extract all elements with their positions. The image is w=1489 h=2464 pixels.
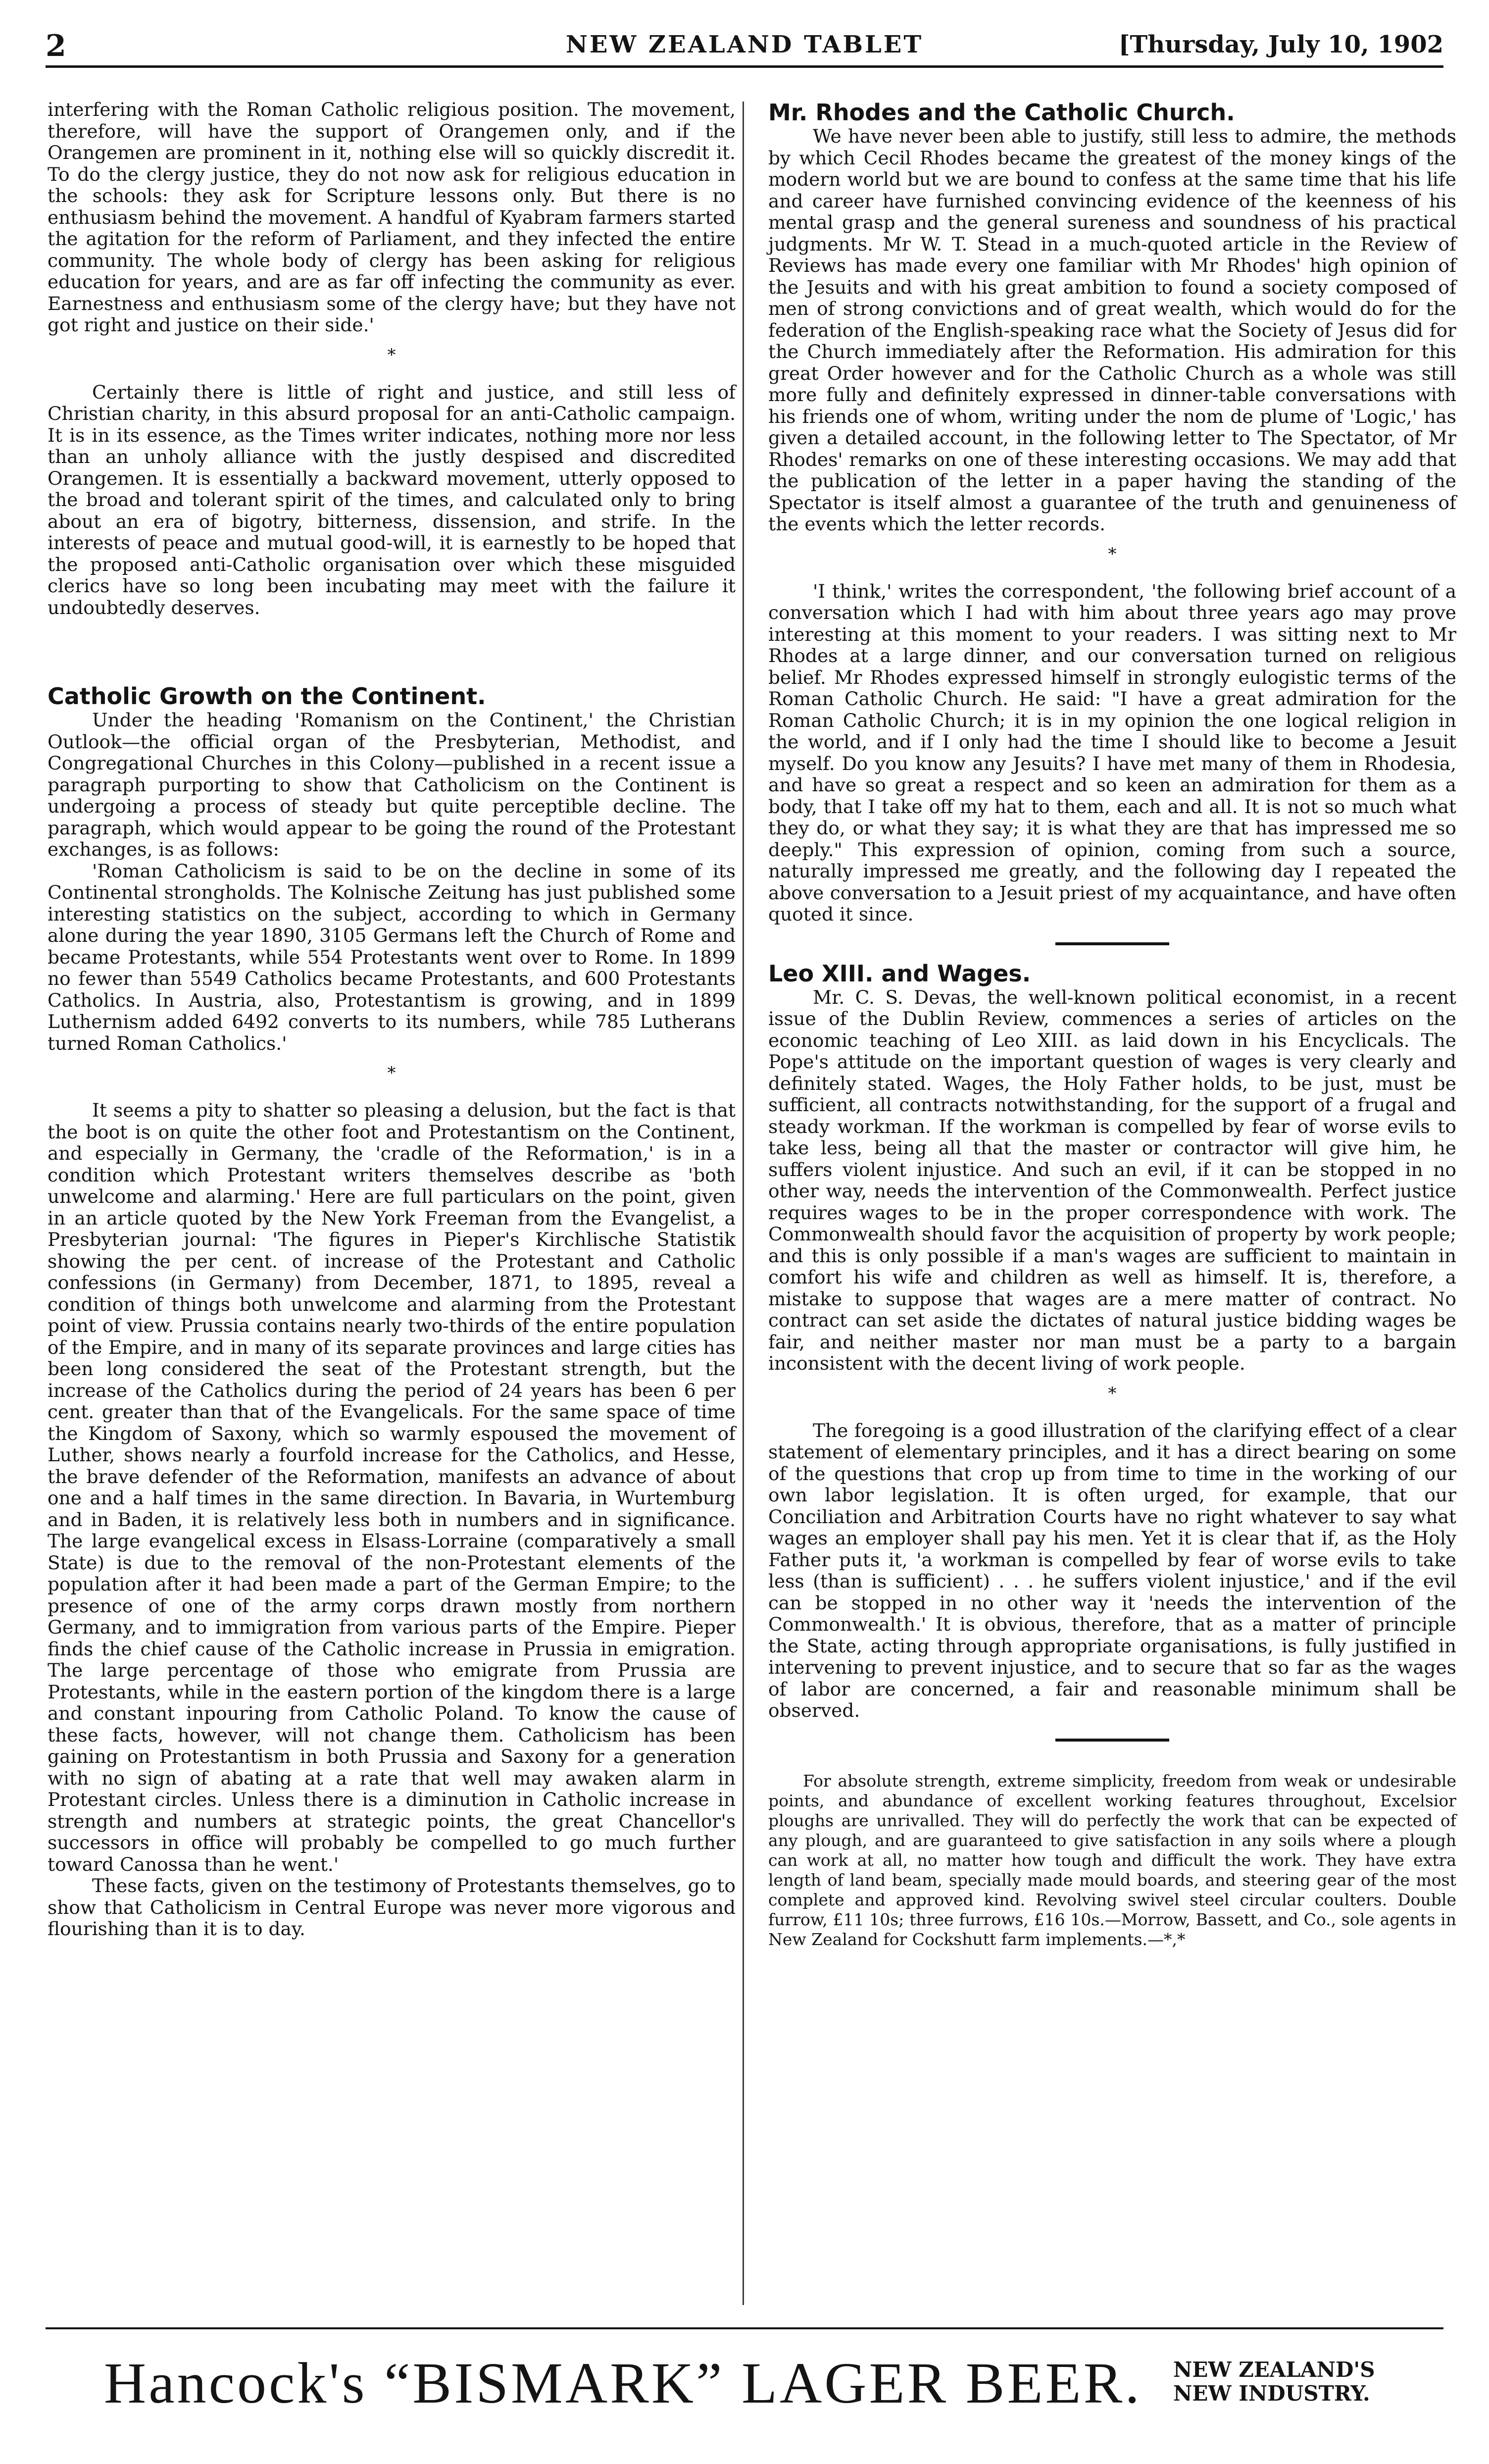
article-paragraph: Under the heading 'Romanism on the Continent,' the Christian Outlook—the official organ of the Presbyterian, Methodist, and Congregational Churches in this Colony—published in a recent issue a paragraph purporting to show that Catholicism on the Continent is undergoing a process of steady but quite perceptible decline. The paragraph, which would appear to be going the round of the Protestant exchanges, is as follows: <box>48 709 736 860</box>
column-divider <box>743 102 744 2305</box>
footer-advertisement: Hancock's “BISMARK” LAGER BEER. <box>104 2351 1142 2415</box>
section-star: * <box>387 1063 396 1083</box>
article-paragraph: We have never been able to justify, still less to admire, the methods by which Cecil Rhodes became the greatest of the money kings of the modern world but we are bound to confess at the same time that his life and career have furnished convincing evidence of the keenness of his mental grasp and the general sureness and soundness of his practical judgments. Mr W. T. Stead in a much-quoted article in the Review of Reviews has made every one familiar with Mr Rhodes' high opinion of the Jesuits and with his great ambition to found a society composed of men of strong convictions and of great wealth, which would do for the federation of the English-speaking race what the Society of Jesus did for the Church immediately after the Reformation. His admiration for this great Order however and for the Catholic Church as a whole was still more fully and definitely expressed in dinner-table conversations with his friends one of whom, writing under the nom de plume of 'Logic,' has given a detailed account, in the following letter to The Spectator, of Mr Rhodes' remarks on one of these interesting occasions. We may add that the publication of the letter in a paper having the standing of the Spectator is itself almost a guarantee of the truth and genuineness of the events which the letter records. <box>768 125 1456 535</box>
article-paragraph: It seems a pity to shatter so pleasing a delusion, but the fact is that the boot is on quite the other foot and Protestantism on the Continent, and especially in Germany, the 'cradle of the Reformation,' is in a condition which Protestant writers themselves describe as 'both unwelcome and alarming.' Here are full particulars on the point, given in an article quoted by the New York Freeman from the Evangelist, a Presbyterian journal: 'The figures in Pieper's Kirchlische Statistik showing the per cent. of increase of the Protestant and Catholic confessions (in Germany) from December, 1871, to 1895, reveal a condition of things both unwelcome and alarming from the Protestant point of view. Prussia contains nearly two-thirds of the entire population of the Empire, and in many of its separate provinces and large cities has been long considered the seat of the Protestant strength, but the increase of the Catholics during the period of 24 years has been 6 per cent. greater than that of the Evangelicals. For the same space of time the Kingdom of Saxony, which so warmly espoused the movement of Luther, shows nearly a fourfold increase for the Catholics, and Hesse, the brave defender of the Reformation, manifests an advance of about one and a half times in the same direction. In Bavaria, in Wurtemburg and in Baden, it is relatively less both in numbers and in significance. The large evangelical excess in Elsass-Lorraine (comparatively a small State) is due to the removal of the non-Protestant elements of the population after it had been made a part of the German Empire; to the presence of one of the army corps drawn mostly from northern Germany, and to immigration from various parts of the Empire. Pieper finds the chief cause of the Catholic increase in Prussia in emigration. The large percentage of those who emigrate from Prussia are Protestants, while in the eastern portion of the kingdom there is a large and constant inpouring from Catholic Poland. To know the cause of these facts, however, will not change them. Catholicism has been gaining on Protestantism in both Prussia and Saxony for a generation with no sign of abating at a rate that well may awaken alarm in Protestant circles. Unless there is a diminution in Catholic increase in strength and numbers at strategic points, the great Chancellor's successors in office will probably be compelled to go much further toward Canossa than he went.' <box>48 1099 736 1875</box>
section-star: * <box>1108 544 1117 564</box>
section-star: * <box>387 345 396 365</box>
advertisement-text: For absolute strength, extreme simplicity, freedom from weak or undesirable points, and abundance of excellent working features throughout, Excelsior ploughs are unrivalled. They will do perfectly the work that can be expected of any plough, and are guaranteed to give satisfaction in any soils where a plough can work at all, no matter how tough and difficult the work. They have extra length of land beam, specially made mould boards, and steering gear of the most complete and approved kind. Revolving swivel steel circular coulters. Double furrow, £11 10s; three furrows, £16 10s.—Morrow, Bassett, and Co., sole agents in New Zealand for Cockshutt farm implements.—*,* <box>768 1771 1456 1949</box>
section-rule <box>1055 942 1169 945</box>
article-paragraph: The foregoing is a good illustration of the clarifying effect of a clear statement of elementary principles, and it has a direct bearing on some of the questions that crop up from time to time in the working of our own labor legislation. It is often urged, for example, that our Conciliation and Arbitration Courts have no right whatever to say what wages an employer shall pay his men. Yet it is clear that if, as the Holy Father puts it, 'a workman is compelled by fear of worse evils to take less (than is sufficient) . . . he suffers violent injustice,' and if the evil can be stopped in no other way it 'needs the intervention of the Commonwealth.' It is obvious, therefore, that as a matter of principle the State, acting through appropriate organisations, is fully justified in intervening to prevent injustice, and to secure that so far as the wages of labor are concerned, a fair and reasonable minimum shall be observed. <box>768 1419 1456 1721</box>
plough-advertisement <box>768 1771 1456 1950</box>
paper-title: NEW ZEALAND TABLET <box>565 31 924 58</box>
tagline-line-1: NEW ZEALAND'S <box>1173 2358 1375 2382</box>
article-paragraph: Certainly there is little of right and justice, and still less of Christian charity, in this absurd proposal for an anti-Catholic campaign. It is in its essence, as the Times writer indicates, nothing more nor less than an unholy alliance with the justly despised and discredited Orangemen. It is essentially a backward movement, utterly opposed to the broad and tolerant spirit of the times, and calculated only to bring about an era of bigotry, bitterness, dissension, and strife. In the interests of peace and mutual good-will, it is earnestly to be hoped that the proposed anti-Catholic organisation over which these misguided clerics have so long been incubating may meet with the failure it undoubtedly deserves. <box>48 381 736 618</box>
footer-tagline <box>1173 2358 1375 2406</box>
issue-date: [Thursday, July 10, 1902 <box>1118 31 1443 58</box>
page-number: 2 <box>46 29 66 63</box>
tagline-line-2: NEW INDUSTRY. <box>1173 2381 1370 2406</box>
article-heading: Catholic Growth on the Continent. <box>48 683 486 710</box>
footer-rule <box>46 2327 1443 2329</box>
article-paragraph: These facts, given on the testimony of Protestants themselves, go to show that Catholicism in Central Europe was never more vigorous and flourishing than it is to day. <box>48 1875 736 1940</box>
masthead <box>46 24 1443 68</box>
section-rule <box>1055 1739 1169 1742</box>
right-column <box>768 99 1456 1950</box>
article-paragraph: 'I think,' writes the correspondent, 'the following brief account of a conversation which I had with him about three years ago may prove interesting at this moment to your readers. I was sitting next to Mr Rhodes at a large dinner, and our conversation turned on religious belief. Mr Rhodes expressed himself in strongly eulogistic terms of the Roman Catholic Church. He said: "I have a great admiration for the Roman Catholic Church; it is in my opinion the one logical religion in the world, and if I only had the time I should like to become a Jesuit myself. Do you know any Jesuits? I have met many of them in Rhodesia, and have so great a respect and so keen an admiration for them as a body, that I take off my hat to them, each and all. It is not so much what they do, or what they say; it is what they are that has impressed me so deeply." This expression of opinion, coming from such a source, naturally impressed me greatly, and the following day I repeated the above conversation to a Jesuit priest of my acquaintance, and have often quoted it since. <box>768 580 1456 925</box>
left-column <box>48 99 736 1940</box>
article-continuation: interfering with the Roman Catholic religious position. The movement, therefore, will have the support of Orangemen only, and if the Orangemen are prominent in it, nothing else will so quickly discredit it. To do the clergy justice, they do not now ask for religious education in the schools: they ask for Scripture lessons only. But there is no enthusiasm behind the movement. A handful of Kyabram farmers started the agitation for the reform of Parliament, and they infected the entire community. The whole body of clergy has been asking for religious education for years, and are as far off infecting the community as ever. Earnestness and enthusiasm some of the clergy have; but they have not got right and justice on their side.' <box>48 99 736 336</box>
quoted-paragraph: 'Roman Catholicism is said to be on the decline in some of its Continental strongholds. The Kolnische Zeitung has just published some interesting statistics on the subject, according to which in Germany alone during the year 1890, 3105 Germans left the Church of Rome and became Protestants, while 554 Protestants went over to Rome. In 1899 no fewer than 5549 Catholics became Protestants, and 600 Protestants Catholics. In Austria, also, Protestantism is growing, and in 1899 Luthernism added 6492 converts to its numbers, while 785 Lutherans turned Roman Catholics.' <box>48 860 736 1054</box>
article-heading: Leo XIII. and Wages. <box>768 960 1031 987</box>
article-paragraph: Mr. C. S. Devas, the well-known political economist, in a recent issue of the Dublin Review, commences a series of articles on the economic teaching of Leo XIII. as laid down in his Encyclicals. The Pope's attitude on the important question of wages is very clearly and definitely stated. Wages, the Holy Father holds, to be just, must be sufficient, all contracts notwithstanding, for the support of a frugal and steady workman. If the workman is compelled by fear of worse evils to take less, being all that the master or contractor will give him, he suffers violent injustice. And such an evil, if it can be stopped in no other way, needs the intervention of the Commonwealth. Perfect justice requires wages to be in the proper correspondence with work. The Commonwealth should favor the acquisition of property by work people; and this is only possible if a man's wages are sufficient to maintain in comfort his wife and children as well as himself. It is, therefore, a mistake to suppose that wages are a mere matter of contract. No contract can set aside the dictates of natural justice bidding wages be fair, and neither master nor man must be a party to a bargain inconsistent with the decent living of work people. <box>768 986 1456 1374</box>
article-heading: Mr. Rhodes and the Catholic Church. <box>768 99 1235 126</box>
section-star: * <box>1108 1383 1117 1403</box>
